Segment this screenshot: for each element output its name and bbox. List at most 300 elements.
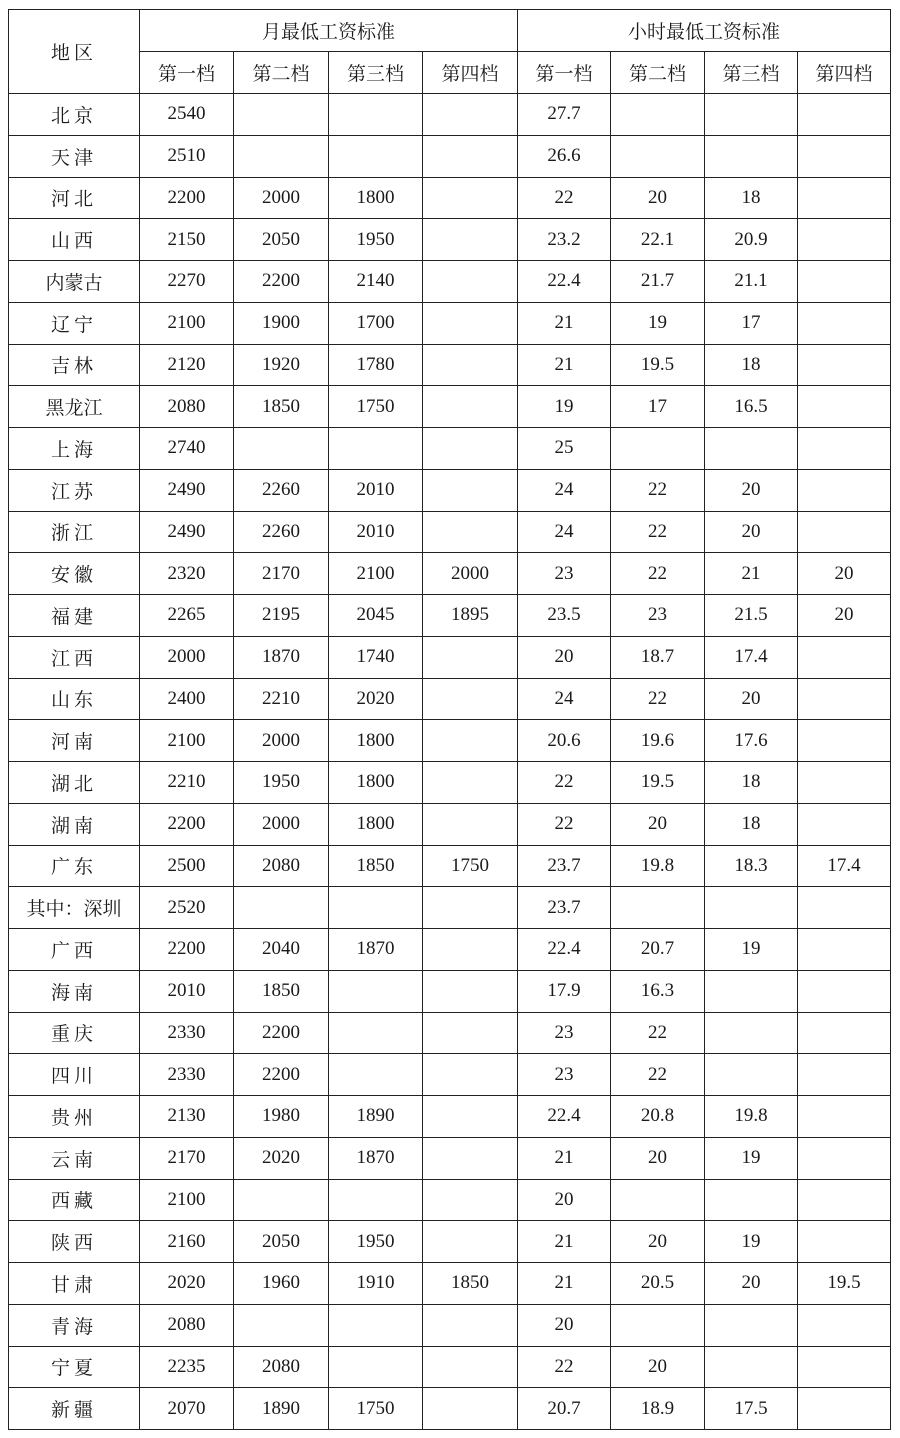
hourly-tier-2-cell: 16.3 — [611, 970, 705, 1012]
hourly-tier-1-cell: 21 — [518, 1221, 611, 1263]
hourly-tier-4-cell — [798, 1304, 891, 1346]
monthly-tier-1-cell: 2235 — [140, 1346, 234, 1388]
monthly-tier-4-cell — [423, 94, 518, 136]
monthly-tier-4-cell: 1895 — [423, 595, 518, 637]
hourly-tier-2-cell — [611, 887, 705, 929]
monthly-tier-1-cell: 2100 — [140, 720, 234, 762]
monthly-tier-2-cell: 2200 — [234, 1054, 329, 1096]
hourly-tier-2-cell: 20 — [611, 177, 705, 219]
hourly-tier-4-cell — [798, 135, 891, 177]
monthly-tier-1-header: 第一档 — [140, 52, 234, 94]
monthly-tier-2-cell: 2200 — [234, 261, 329, 303]
hourly-tier-4-cell: 19.5 — [798, 1263, 891, 1305]
region-cell: 山东 — [9, 678, 140, 720]
hourly-tier-1-cell: 22.4 — [518, 929, 611, 971]
region-cell: 宁夏 — [9, 1346, 140, 1388]
monthly-tier-2-cell — [234, 887, 329, 929]
hourly-tier-2-cell: 20 — [611, 1346, 705, 1388]
region-cell: 内蒙古 — [9, 261, 140, 303]
table-row — [9, 845, 891, 887]
hourly-tier-4-cell — [798, 1221, 891, 1263]
hourly-tier-2-cell: 18.9 — [611, 1388, 705, 1430]
table-row — [9, 636, 891, 678]
table-row — [9, 553, 891, 595]
region-cell: 贵州 — [9, 1096, 140, 1138]
monthly-tier-2-cell: 2000 — [234, 720, 329, 762]
monthly-tier-3-cell: 1950 — [329, 1221, 423, 1263]
hourly-tier-1-cell: 23 — [518, 1054, 611, 1096]
monthly-tier-4-cell — [423, 1179, 518, 1221]
hourly-tier-1-header: 第一档 — [518, 52, 611, 94]
monthly-tier-3-cell: 1800 — [329, 803, 423, 845]
hourly-tier-1-cell: 23 — [518, 1012, 611, 1054]
hourly-tier-4-cell — [798, 929, 891, 971]
hourly-tier-1-cell: 20.7 — [518, 1388, 611, 1430]
hourly-tier-4-cell — [798, 511, 891, 553]
hourly-tier-3-cell: 20 — [705, 1263, 798, 1305]
region-cell: 四川 — [9, 1054, 140, 1096]
table-row — [9, 1137, 891, 1179]
monthly-tier-3-cell: 1890 — [329, 1096, 423, 1138]
monthly-tier-2-cell: 2040 — [234, 929, 329, 971]
hourly-tier-3-cell — [705, 135, 798, 177]
hourly-tier-4-cell — [798, 1179, 891, 1221]
table-body — [9, 94, 891, 1430]
table-row — [9, 94, 891, 136]
monthly-tier-3-cell: 1750 — [329, 1388, 423, 1430]
monthly-tier-3-header: 第三档 — [329, 52, 423, 94]
region-cell: 河北 — [9, 177, 140, 219]
hourly-tier-2-cell: 19.5 — [611, 344, 705, 386]
table-row — [9, 1304, 891, 1346]
monthly-tier-2-cell: 2020 — [234, 1137, 329, 1179]
monthly-tier-1-cell: 2150 — [140, 219, 234, 261]
monthly-tier-3-cell — [329, 970, 423, 1012]
monthly-tier-2-cell: 1960 — [234, 1263, 329, 1305]
hourly-tier-2-cell: 22.1 — [611, 219, 705, 261]
hourly-tier-3-cell: 16.5 — [705, 386, 798, 428]
hourly-tier-4-cell — [798, 1137, 891, 1179]
hourly-tier-4-cell — [798, 720, 891, 762]
region-cell: 云南 — [9, 1137, 140, 1179]
hourly-tier-2-cell: 19.8 — [611, 845, 705, 887]
table-row — [9, 1263, 891, 1305]
hourly-tier-4-cell — [798, 94, 891, 136]
hourly-tier-4-cell — [798, 678, 891, 720]
monthly-tier-4-cell — [423, 135, 518, 177]
hourly-tier-2-cell — [611, 1304, 705, 1346]
monthly-tier-2-cell: 1850 — [234, 970, 329, 1012]
hourly-tier-4-cell — [798, 302, 891, 344]
hourly-tier-3-cell: 18 — [705, 762, 798, 804]
hourly-tier-1-cell: 27.7 — [518, 94, 611, 136]
monthly-tier-1-cell: 2490 — [140, 511, 234, 553]
monthly-tier-2-cell: 2170 — [234, 553, 329, 595]
monthly-tier-1-cell: 2510 — [140, 135, 234, 177]
monthly-tier-1-cell: 2200 — [140, 177, 234, 219]
table-row — [9, 219, 891, 261]
hourly-tier-1-cell: 25 — [518, 428, 611, 470]
hourly-tier-2-cell: 22 — [611, 1054, 705, 1096]
region-cell: 湖南 — [9, 803, 140, 845]
hourly-tier-2-cell: 20 — [611, 1137, 705, 1179]
monthly-tier-4-cell — [423, 1221, 518, 1263]
table-row — [9, 803, 891, 845]
hourly-tier-2-cell: 17 — [611, 386, 705, 428]
monthly-tier-2-cell — [234, 135, 329, 177]
hourly-tier-1-cell: 23 — [518, 553, 611, 595]
monthly-tier-3-cell: 1740 — [329, 636, 423, 678]
region-cell: 上海 — [9, 428, 140, 470]
monthly-tier-4-cell — [423, 219, 518, 261]
hourly-tier-3-cell: 19 — [705, 1221, 798, 1263]
hourly-tier-3-cell — [705, 94, 798, 136]
hourly-tier-2-cell: 22 — [611, 678, 705, 720]
hourly-tier-1-cell: 21 — [518, 302, 611, 344]
hourly-tier-1-cell: 23.5 — [518, 595, 611, 637]
monthly-tier-4-cell — [423, 1388, 518, 1430]
header-group-row — [9, 10, 891, 52]
monthly-tier-3-cell — [329, 94, 423, 136]
monthly-tier-4-cell — [423, 344, 518, 386]
hourly-tier-4-cell: 20 — [798, 553, 891, 595]
monthly-tier-3-cell: 1870 — [329, 929, 423, 971]
hourly-tier-1-cell: 24 — [518, 511, 611, 553]
monthly-tier-2-cell: 2200 — [234, 1012, 329, 1054]
monthly-tier-2-cell — [234, 1304, 329, 1346]
region-cell: 甘肃 — [9, 1263, 140, 1305]
hourly-tier-3-cell: 17.6 — [705, 720, 798, 762]
table-row — [9, 1346, 891, 1388]
hourly-tier-3-cell: 20 — [705, 678, 798, 720]
region-cell: 安徽 — [9, 553, 140, 595]
monthly-tier-2-cell: 1920 — [234, 344, 329, 386]
table-row — [9, 1221, 891, 1263]
hourly-tier-4-cell — [798, 261, 891, 303]
monthly-tier-4-cell — [423, 1054, 518, 1096]
monthly-tier-3-cell — [329, 1054, 423, 1096]
hourly-tier-3-cell: 18 — [705, 177, 798, 219]
region-cell: 广东 — [9, 845, 140, 887]
hourly-tier-1-cell: 21 — [518, 344, 611, 386]
monthly-tier-1-cell: 2080 — [140, 386, 234, 428]
hourly-tier-2-cell: 20 — [611, 803, 705, 845]
hourly-tier-2-cell: 20 — [611, 1221, 705, 1263]
hourly-tier-3-cell: 19 — [705, 1137, 798, 1179]
hourly-wage-header: 小时最低工资标准 — [518, 10, 891, 52]
monthly-tier-1-cell: 2200 — [140, 803, 234, 845]
monthly-tier-4-cell — [423, 887, 518, 929]
hourly-tier-1-cell: 20 — [518, 1179, 611, 1221]
monthly-tier-3-cell — [329, 1179, 423, 1221]
monthly-tier-2-cell: 2195 — [234, 595, 329, 637]
monthly-tier-1-cell: 2010 — [140, 970, 234, 1012]
monthly-tier-4-cell — [423, 1304, 518, 1346]
monthly-tier-4-cell — [423, 970, 518, 1012]
monthly-tier-1-cell: 2020 — [140, 1263, 234, 1305]
hourly-tier-4-cell — [798, 636, 891, 678]
monthly-tier-1-cell: 2100 — [140, 302, 234, 344]
monthly-tier-3-cell: 2140 — [329, 261, 423, 303]
hourly-tier-3-cell: 18.3 — [705, 845, 798, 887]
hourly-tier-2-cell: 22 — [611, 1012, 705, 1054]
table-row — [9, 177, 891, 219]
table-row — [9, 261, 891, 303]
hourly-tier-4-cell — [798, 887, 891, 929]
hourly-tier-4-cell — [798, 762, 891, 804]
monthly-tier-1-cell: 2160 — [140, 1221, 234, 1263]
region-cell: 福建 — [9, 595, 140, 637]
hourly-tier-4-cell — [798, 177, 891, 219]
hourly-tier-4-cell — [798, 1096, 891, 1138]
monthly-tier-3-cell: 1780 — [329, 344, 423, 386]
monthly-tier-2-cell — [234, 94, 329, 136]
hourly-tier-4-cell — [798, 803, 891, 845]
table-row — [9, 678, 891, 720]
hourly-tier-2-cell: 20.8 — [611, 1096, 705, 1138]
hourly-tier-2-cell: 23 — [611, 595, 705, 637]
hourly-tier-4-cell — [798, 219, 891, 261]
hourly-tier-2-cell — [611, 135, 705, 177]
monthly-tier-2-cell: 1850 — [234, 386, 329, 428]
hourly-tier-3-cell: 21.1 — [705, 261, 798, 303]
monthly-tier-3-cell: 1910 — [329, 1263, 423, 1305]
monthly-tier-3-cell: 1870 — [329, 1137, 423, 1179]
hourly-tier-1-cell: 23.2 — [518, 219, 611, 261]
monthly-tier-3-cell: 1750 — [329, 386, 423, 428]
region-cell: 湖北 — [9, 762, 140, 804]
hourly-tier-3-cell: 17 — [705, 302, 798, 344]
hourly-tier-1-cell: 21 — [518, 1263, 611, 1305]
hourly-tier-1-cell: 23.7 — [518, 887, 611, 929]
monthly-tier-1-cell: 2490 — [140, 469, 234, 511]
monthly-tier-1-cell: 2200 — [140, 929, 234, 971]
table-row — [9, 344, 891, 386]
hourly-tier-2-cell — [611, 94, 705, 136]
monthly-tier-4-cell — [423, 762, 518, 804]
monthly-tier-3-cell — [329, 887, 423, 929]
hourly-tier-1-cell: 22 — [518, 762, 611, 804]
monthly-tier-2-header: 第二档 — [234, 52, 329, 94]
monthly-tier-1-cell: 2070 — [140, 1388, 234, 1430]
hourly-tier-3-cell — [705, 428, 798, 470]
table-row — [9, 720, 891, 762]
monthly-tier-3-cell — [329, 1012, 423, 1054]
hourly-tier-3-cell: 21 — [705, 553, 798, 595]
region-cell: 陕西 — [9, 1221, 140, 1263]
region-cell: 其中：深圳 — [9, 887, 140, 929]
table-row — [9, 762, 891, 804]
hourly-tier-1-cell: 20 — [518, 1304, 611, 1346]
region-cell: 吉林 — [9, 344, 140, 386]
monthly-tier-4-cell — [423, 720, 518, 762]
monthly-tier-4-cell — [423, 929, 518, 971]
monthly-tier-4-cell — [423, 1096, 518, 1138]
hourly-tier-1-cell: 26.6 — [518, 135, 611, 177]
hourly-tier-1-cell: 20.6 — [518, 720, 611, 762]
hourly-tier-2-header: 第二档 — [611, 52, 705, 94]
region-cell: 青海 — [9, 1304, 140, 1346]
monthly-tier-3-cell — [329, 1346, 423, 1388]
monthly-tier-2-cell: 2260 — [234, 469, 329, 511]
monthly-tier-1-cell: 2320 — [140, 553, 234, 595]
monthly-tier-2-cell: 1870 — [234, 636, 329, 678]
monthly-tier-3-cell — [329, 1304, 423, 1346]
table-row — [9, 1054, 891, 1096]
monthly-tier-2-cell: 1900 — [234, 302, 329, 344]
hourly-tier-3-cell: 18 — [705, 803, 798, 845]
minimum-wage-table — [8, 9, 891, 1430]
hourly-tier-3-cell — [705, 1346, 798, 1388]
hourly-tier-1-cell: 19 — [518, 386, 611, 428]
hourly-tier-3-cell: 20.9 — [705, 219, 798, 261]
table-row — [9, 1179, 891, 1221]
monthly-tier-4-cell — [423, 803, 518, 845]
monthly-tier-1-cell: 2540 — [140, 94, 234, 136]
monthly-tier-1-cell: 2000 — [140, 636, 234, 678]
table-row — [9, 428, 891, 470]
table-row — [9, 595, 891, 637]
monthly-tier-4-cell: 2000 — [423, 553, 518, 595]
monthly-tier-4-cell — [423, 1346, 518, 1388]
monthly-tier-3-cell: 2010 — [329, 511, 423, 553]
table-row — [9, 1012, 891, 1054]
hourly-tier-4-cell — [798, 469, 891, 511]
hourly-tier-4-cell: 20 — [798, 595, 891, 637]
hourly-tier-2-cell: 20.5 — [611, 1263, 705, 1305]
hourly-tier-1-cell: 22 — [518, 1346, 611, 1388]
monthly-tier-1-cell: 2170 — [140, 1137, 234, 1179]
hourly-tier-1-cell: 24 — [518, 469, 611, 511]
monthly-tier-4-cell — [423, 1137, 518, 1179]
region-cell: 辽宁 — [9, 302, 140, 344]
hourly-tier-3-cell — [705, 970, 798, 1012]
region-cell: 北京 — [9, 94, 140, 136]
hourly-tier-4-cell — [798, 344, 891, 386]
hourly-tier-3-cell — [705, 1054, 798, 1096]
monthly-tier-3-cell: 2045 — [329, 595, 423, 637]
monthly-tier-2-cell: 2050 — [234, 1221, 329, 1263]
table-row — [9, 511, 891, 553]
monthly-tier-3-cell: 1800 — [329, 720, 423, 762]
hourly-tier-4-cell — [798, 1054, 891, 1096]
monthly-tier-4-cell — [423, 386, 518, 428]
hourly-tier-3-cell — [705, 1179, 798, 1221]
hourly-tier-3-cell — [705, 1012, 798, 1054]
monthly-tier-1-cell: 2265 — [140, 595, 234, 637]
monthly-tier-4-cell — [423, 428, 518, 470]
region-column-header: 地区 — [9, 10, 140, 94]
table-row — [9, 386, 891, 428]
monthly-tier-2-cell — [234, 428, 329, 470]
hourly-tier-3-cell: 20 — [705, 469, 798, 511]
hourly-tier-2-cell — [611, 1179, 705, 1221]
monthly-tier-2-cell: 2050 — [234, 219, 329, 261]
monthly-tier-2-cell: 2260 — [234, 511, 329, 553]
monthly-tier-4-header: 第四档 — [423, 52, 518, 94]
monthly-tier-1-cell: 2520 — [140, 887, 234, 929]
hourly-tier-2-cell: 19 — [611, 302, 705, 344]
monthly-tier-1-cell: 2740 — [140, 428, 234, 470]
table-row — [9, 970, 891, 1012]
region-cell: 江西 — [9, 636, 140, 678]
monthly-tier-2-cell: 2000 — [234, 803, 329, 845]
monthly-tier-1-cell: 2120 — [140, 344, 234, 386]
table-row — [9, 929, 891, 971]
hourly-tier-3-cell: 19 — [705, 929, 798, 971]
monthly-tier-4-cell — [423, 678, 518, 720]
hourly-tier-1-cell: 21 — [518, 1137, 611, 1179]
monthly-tier-4-cell: 1850 — [423, 1263, 518, 1305]
hourly-tier-4-cell — [798, 1012, 891, 1054]
table-row — [9, 469, 891, 511]
monthly-tier-3-cell: 1800 — [329, 177, 423, 219]
region-cell: 黑龙江 — [9, 386, 140, 428]
monthly-tier-4-cell — [423, 302, 518, 344]
hourly-tier-3-cell — [705, 1304, 798, 1346]
hourly-tier-4-cell — [798, 970, 891, 1012]
monthly-tier-3-cell — [329, 135, 423, 177]
region-cell: 海南 — [9, 970, 140, 1012]
hourly-tier-4-cell: 17.4 — [798, 845, 891, 887]
hourly-tier-2-cell: 22 — [611, 469, 705, 511]
region-cell: 西藏 — [9, 1179, 140, 1221]
hourly-tier-1-cell: 20 — [518, 636, 611, 678]
monthly-tier-3-cell: 1800 — [329, 762, 423, 804]
monthly-tier-3-cell: 1700 — [329, 302, 423, 344]
hourly-tier-4-cell — [798, 1388, 891, 1430]
monthly-tier-3-cell: 2010 — [329, 469, 423, 511]
hourly-tier-2-cell: 18.7 — [611, 636, 705, 678]
monthly-tier-3-cell: 2020 — [329, 678, 423, 720]
hourly-tier-1-cell: 22.4 — [518, 1096, 611, 1138]
monthly-tier-2-cell: 2210 — [234, 678, 329, 720]
header-tier-row — [9, 52, 891, 94]
hourly-tier-2-cell: 22 — [611, 511, 705, 553]
monthly-tier-3-cell — [329, 428, 423, 470]
table-row — [9, 1388, 891, 1430]
monthly-tier-4-cell — [423, 177, 518, 219]
monthly-tier-4-cell — [423, 469, 518, 511]
monthly-tier-1-cell: 2130 — [140, 1096, 234, 1138]
monthly-tier-1-cell: 2210 — [140, 762, 234, 804]
hourly-tier-1-cell: 23.7 — [518, 845, 611, 887]
hourly-tier-3-cell: 17.5 — [705, 1388, 798, 1430]
region-cell: 重庆 — [9, 1012, 140, 1054]
table-header — [9, 10, 891, 94]
hourly-tier-1-cell: 22.4 — [518, 261, 611, 303]
monthly-tier-4-cell: 1750 — [423, 845, 518, 887]
monthly-tier-2-cell: 2000 — [234, 177, 329, 219]
monthly-tier-2-cell: 1980 — [234, 1096, 329, 1138]
hourly-tier-2-cell: 21.7 — [611, 261, 705, 303]
table-row — [9, 1096, 891, 1138]
monthly-wage-header: 月最低工资标准 — [140, 10, 518, 52]
monthly-tier-4-cell — [423, 636, 518, 678]
monthly-tier-2-cell: 2080 — [234, 845, 329, 887]
monthly-tier-1-cell: 2330 — [140, 1054, 234, 1096]
hourly-tier-2-cell: 20.7 — [611, 929, 705, 971]
hourly-tier-3-cell: 19.8 — [705, 1096, 798, 1138]
monthly-tier-2-cell: 1890 — [234, 1388, 329, 1430]
hourly-tier-1-cell: 22 — [518, 803, 611, 845]
region-cell: 山西 — [9, 219, 140, 261]
table-row — [9, 135, 891, 177]
hourly-tier-3-header: 第三档 — [705, 52, 798, 94]
monthly-tier-3-cell: 1850 — [329, 845, 423, 887]
monthly-tier-1-cell: 2270 — [140, 261, 234, 303]
monthly-tier-4-cell — [423, 261, 518, 303]
